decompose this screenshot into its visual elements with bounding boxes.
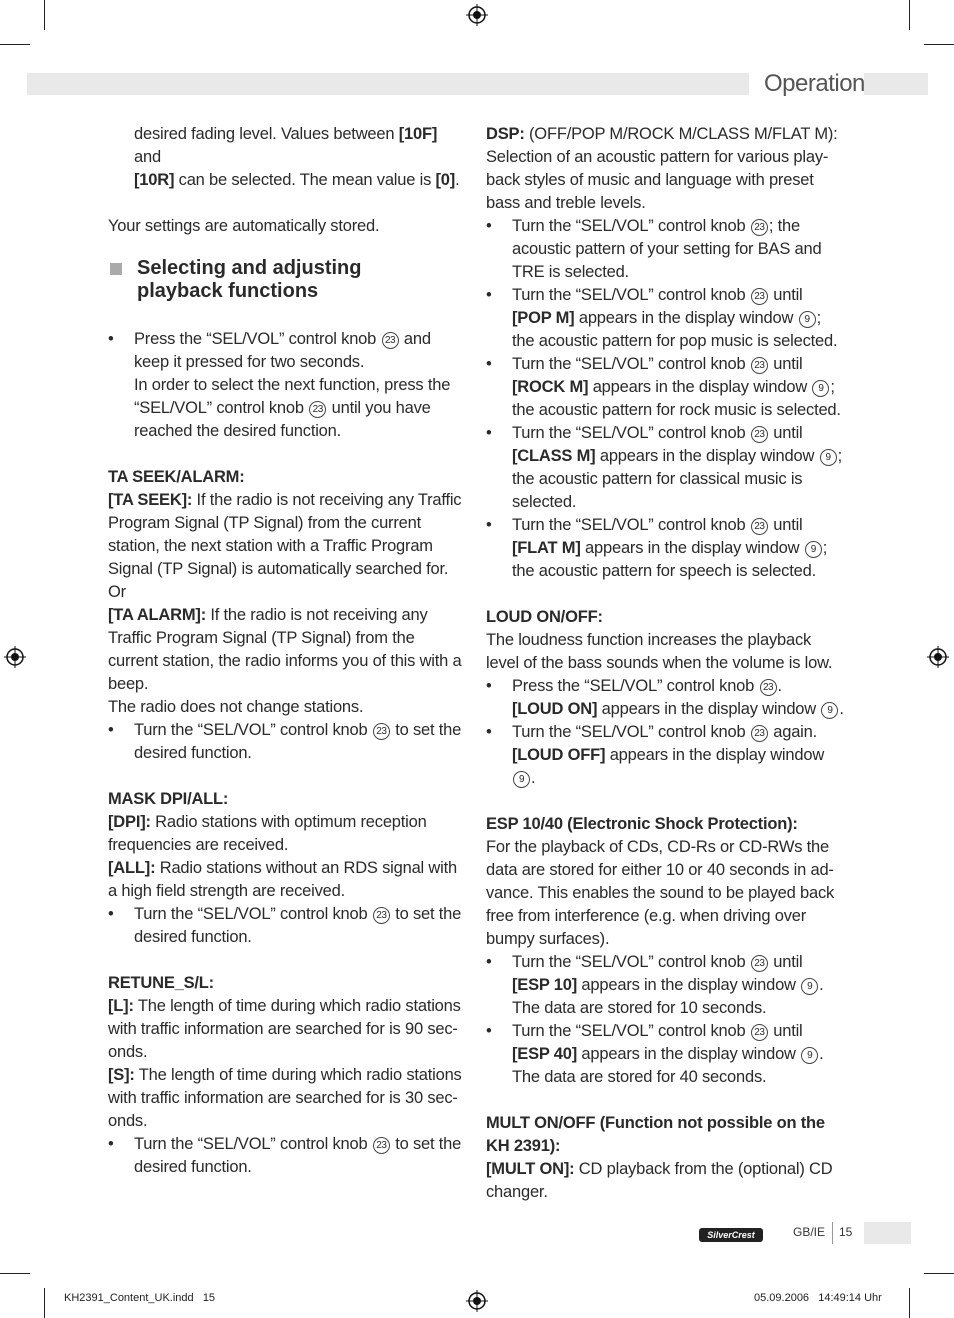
list-item: • Press the “SEL/VOL” control knob 23 and keep it pressed for two seconds. In order to select the next function, press the “SEL/VOL” control knob 23 until you have reached the desired function. xyxy=(108,328,468,443)
registration-mark-icon xyxy=(466,4,488,26)
list-item: • Turn the “SEL/VOL” control knob 23 until [CLASS M] appears in the display window 9 ; the acoustic pattern for classical music is selected. xyxy=(486,422,846,514)
list-item: • Turn the “SEL/VOL” control knob 23 to set the desired function. xyxy=(108,719,468,765)
loud-description: The loudness function increases the playback level of the bass sounds when the volume is low. xyxy=(486,631,833,672)
ta-alarm-text: [TA ALARM]: If the radio is not receiving any Traffic Program Signal (TP Signal) from the current station, the radio informs you of this with a beep. xyxy=(108,606,462,693)
crop-mark xyxy=(924,44,954,45)
brand-logo: SilverCrest xyxy=(699,1228,763,1242)
dpi-text: [DPI]: Radio stations with optimum reception frequencies are received. xyxy=(108,813,427,854)
retune-title: RETUNE_S/L: xyxy=(108,974,214,992)
list-item: • Turn the “SEL/VOL” control knob 23 until [FLAT M] appears in the display window 9 ; the acoustic pattern for speech is selected. xyxy=(486,514,846,583)
section-square-icon xyxy=(110,263,122,275)
crop-mark xyxy=(909,0,910,30)
left-column xyxy=(108,328,468,1179)
page-number: 15 xyxy=(839,1225,853,1239)
or-text: Or xyxy=(108,583,126,601)
slug-date: 05.09.2006 14:49:14 Uhr xyxy=(754,1292,882,1304)
crop-mark xyxy=(0,44,30,45)
list-item: • Turn the “SEL/VOL” control knob 23 to set the desired function. xyxy=(108,1133,468,1179)
list-item: • Turn the “SEL/VOL” control knob 23 to set the desired function. xyxy=(108,903,468,949)
registration-mark-icon xyxy=(4,646,26,668)
list-item: • Turn the “SEL/VOL” control knob 23 ; the acoustic pattern of your setting for BAS and TRE is selected. xyxy=(486,215,846,284)
page-title: Operation xyxy=(764,70,865,97)
list-item: • Turn the “SEL/VOL” control knob 23 until [POP M] appears in the display window 9 ; the acoustic pattern for pop music is selected. xyxy=(486,284,846,353)
crop-mark xyxy=(44,0,45,30)
registration-mark-icon xyxy=(466,1290,488,1312)
list-item: • Turn the “SEL/VOL” control knob 23 until [ESP 10] appears in the display window 9 . The data are stored for 10 seconds. xyxy=(486,951,846,1020)
crop-mark xyxy=(0,1273,30,1274)
settings-stored-text: Your settings are automatically stored. xyxy=(108,217,380,235)
mask-title: MASK DPI/ALL: xyxy=(108,790,229,808)
esp-description: For the playback of CDs, CD-Rs or CD-RWs the data are stored for either 10 or 40 seconds in ad-vance. This enables the sound to be played back free from interference (e.g. when driving over bumpy surfaces). xyxy=(486,838,835,948)
slug-filename: KH2391_Content_UK.indd 15 xyxy=(64,1292,216,1304)
list-item: • Turn the “SEL/VOL” control knob 23 until [ESP 40] appears in the display window 9 . The data are stored for 40 seconds. xyxy=(486,1020,846,1089)
crop-mark xyxy=(909,1288,910,1318)
mult-title: MULT ON/OFF (Function not possible on the KH 2391): xyxy=(486,1114,825,1155)
dsp-text: DSP: (OFF/POP M/ROCK M/CLASS M/FLAT M): Selection of an acoustic pattern for various play-back styles of music and language with preset bass and treble levels. xyxy=(486,125,838,212)
mult-on-text: [MULT ON]: CD playback from the (optional) CD changer. xyxy=(486,1160,833,1201)
right-column xyxy=(486,123,846,1204)
crop-mark xyxy=(44,1288,45,1318)
s-text: [S]: The length of time during which radio stations with traffic information are searched for is 30 sec-onds. xyxy=(108,1066,462,1130)
fading-paragraph: desired fading level. Values between [10F] and [10R] can be selected. The mean value is [0]. xyxy=(134,125,460,189)
esp-title: ESP 10/40 (Electronic Shock Protection): xyxy=(486,815,798,833)
no-change-text: The radio does not change stations. xyxy=(108,698,364,716)
header-bar xyxy=(27,73,749,95)
l-text: [L]: The length of time during which radio stations with traffic information are searched for is 90 sec-onds. xyxy=(108,997,461,1061)
ta-seek-text: [TA SEEK]: If the radio is not receiving any Traffic Program Signal (TP Signal) from the current station, the next station with a Traffic Program Signal (TP Signal) is automatically searched for. xyxy=(108,491,462,578)
language-code: GB/IE xyxy=(793,1225,826,1239)
list-item: • Press the “SEL/VOL” control knob 23 . [LOUD ON] appears in the display window 9 . xyxy=(486,675,846,721)
all-text: [ALL]: Radio stations without an RDS signal with a high field strength are received. xyxy=(108,859,457,900)
registration-mark-icon xyxy=(927,646,949,668)
list-item: • Turn the “SEL/VOL” control knob 23 until [ROCK M] appears in the display window 9 ; the acoustic pattern for rock music is selected. xyxy=(486,353,846,422)
section-heading: Selecting and adjusting playback functions xyxy=(108,257,448,303)
ta-title: TA SEEK/ALARM: xyxy=(108,468,245,486)
crop-mark xyxy=(924,1273,954,1274)
footer-box xyxy=(864,1222,911,1244)
footer-divider xyxy=(832,1222,833,1244)
loud-title: LOUD ON/OFF: xyxy=(486,608,603,626)
left-column-top xyxy=(108,123,468,238)
list-item: • Turn the “SEL/VOL” control knob 23 again. [LOUD OFF] appears in the display window 9 . xyxy=(486,721,846,790)
header-bar-right xyxy=(864,73,928,95)
